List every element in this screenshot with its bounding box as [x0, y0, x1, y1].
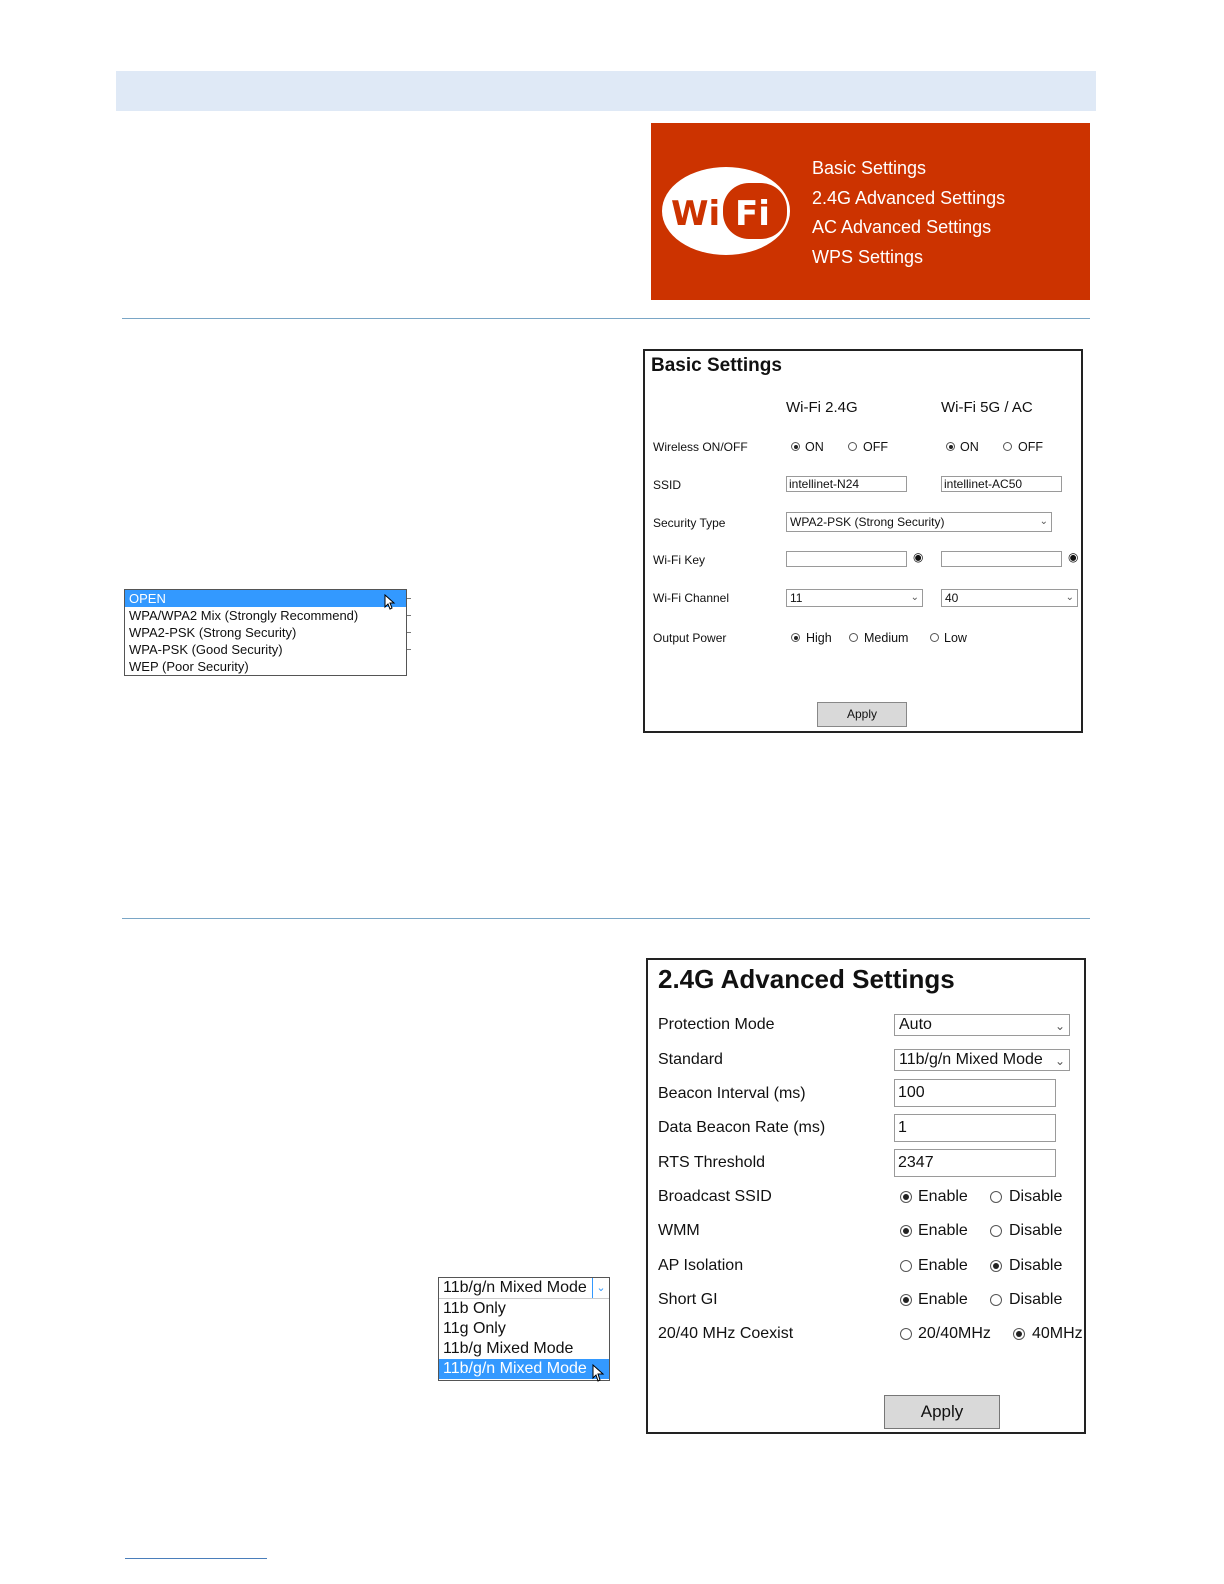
channel-5g-value: 40	[945, 591, 959, 605]
standard-dropdown-current: 11b/g/n Mixed Mode	[443, 1279, 587, 1296]
broadcast-enable-radio[interactable]	[900, 1191, 912, 1203]
short-gi-label: Short GI	[658, 1291, 718, 1308]
security-option-wep[interactable]: WEP (Poor Security)	[129, 659, 249, 674]
menu-item-ac-advanced[interactable]: AC Advanced Settings	[812, 217, 992, 237]
chevron-down-icon: ⌄	[910, 592, 919, 603]
chevron-down-icon: ⌄	[1039, 516, 1048, 527]
chevron-down-icon: ⌄	[1054, 1054, 1065, 1068]
ssid-label: SSID	[653, 478, 682, 492]
security-option-wpa2-psk[interactable]: WPA2-PSK (Strong Security)	[129, 625, 297, 640]
coexist-2040-radio[interactable]	[900, 1328, 912, 1340]
standard-dropdown-head[interactable]	[439, 1278, 609, 1299]
protection-mode-label: Protection Mode	[658, 1016, 775, 1033]
wireless-24-off-label: OFF	[863, 440, 888, 454]
chevron-down-icon: ⌄	[1054, 1019, 1065, 1033]
mouse-cursor-icon	[384, 594, 396, 615]
wmm-disable-label: Disable	[1009, 1222, 1063, 1239]
short-gi-disable-label: Disable	[1009, 1291, 1063, 1308]
standard-option-11bg[interactable]: 11b/g Mixed Mode	[443, 1340, 574, 1357]
security-option-wpa-psk[interactable]: WPA-PSK (Good Security)	[129, 642, 283, 657]
ssid-5g-input[interactable]: intellinet-AC50	[941, 476, 1062, 492]
mouse-cursor-icon	[592, 1364, 605, 1387]
svg-text:Fi: Fi	[735, 194, 770, 234]
beacon-interval-label: Beacon Interval (ms)	[658, 1085, 806, 1102]
security-type-dropdown[interactable]	[124, 589, 407, 676]
power-high-label: High	[806, 631, 832, 645]
coexist-40-radio[interactable]	[1013, 1328, 1025, 1340]
power-low-label: Low	[944, 631, 967, 645]
ap-isolation-label: AP Isolation	[658, 1257, 744, 1274]
coexist-2040-label: 20/40MHz	[918, 1325, 991, 1342]
standard-dropdown[interactable]	[438, 1277, 610, 1381]
isolation-enable-label: Enable	[918, 1257, 968, 1274]
rts-threshold-label: RTS Threshold	[658, 1154, 766, 1171]
wireless-5g-on-radio[interactable]	[946, 442, 955, 451]
column-header-24g: Wi-Fi 2.4G	[786, 399, 858, 416]
standard-option-11bgn[interactable]: 11b/g/n Mixed Mode	[439, 1359, 609, 1379]
wmm-enable-radio[interactable]	[900, 1225, 912, 1237]
short-gi-enable-label: Enable	[918, 1291, 968, 1308]
standard-option-11b[interactable]: 11b Only	[443, 1300, 506, 1317]
chevron-down-icon[interactable]: ⌄	[592, 1278, 609, 1298]
wifi-channel-label: Wi-Fi Channel	[653, 591, 730, 605]
security-option-open[interactable]: OPEN	[125, 590, 406, 607]
wifi-key-24-input[interactable]	[786, 551, 907, 567]
standard-option-11g[interactable]: 11g Only	[443, 1320, 506, 1337]
channel-24-select[interactable]	[786, 589, 923, 607]
wifi-key-label: Wi-Fi Key	[653, 553, 705, 567]
broadcast-enable-label: Enable	[918, 1188, 968, 1205]
wifi-key-5g-input[interactable]	[941, 551, 1062, 567]
data-beacon-rate-input[interactable]: 1	[894, 1114, 1056, 1142]
standard-value: 11b/g/n Mixed Mode	[899, 1051, 1043, 1068]
menu-item-basic-settings[interactable]: Basic Settings	[812, 158, 927, 178]
wmm-enable-label: Enable	[918, 1222, 968, 1239]
footnote-line	[125, 1558, 267, 1559]
channel-24-value: 11	[790, 591, 803, 605]
power-medium-label: Medium	[864, 631, 909, 645]
wmm-label: WMM	[658, 1222, 700, 1239]
wireless-24-on-radio[interactable]	[791, 442, 800, 451]
divider-2	[122, 918, 1090, 919]
wifi-menu	[812, 154, 1005, 272]
basic-settings-panel	[643, 349, 1083, 733]
broadcast-disable-label: Disable	[1009, 1188, 1063, 1205]
wmm-disable-radio[interactable]	[990, 1225, 1002, 1237]
protection-mode-select[interactable]	[894, 1014, 1070, 1036]
svg-text:Wi: Wi	[671, 194, 721, 234]
divider-1	[122, 318, 1090, 319]
security-type-label: Security Type	[653, 516, 726, 530]
dropdown-edge-ticks	[407, 598, 411, 666]
output-power-label: Output Power	[653, 631, 727, 645]
chevron-down-icon: ⌄	[1065, 592, 1074, 603]
rts-threshold-input[interactable]: 2347	[894, 1149, 1056, 1177]
security-type-value: WPA2-PSK (Strong Security)	[790, 515, 945, 529]
advanced-apply-button[interactable]: Apply	[884, 1395, 1000, 1429]
basic-apply-button[interactable]: Apply	[817, 702, 907, 727]
wireless-24-off-radio[interactable]	[848, 442, 857, 451]
channel-5g-select[interactable]	[941, 589, 1078, 607]
protection-mode-value: Auto	[899, 1016, 932, 1033]
isolation-disable-label: Disable	[1009, 1257, 1063, 1274]
power-high-radio[interactable]	[791, 633, 800, 642]
data-beacon-rate-label: Data Beacon Rate (ms)	[658, 1119, 826, 1136]
power-low-radio[interactable]	[930, 633, 939, 642]
broadcast-ssid-label: Broadcast SSID	[658, 1188, 772, 1205]
standard-select[interactable]	[894, 1049, 1070, 1071]
beacon-interval-input[interactable]: 100	[894, 1079, 1056, 1107]
column-header-5g: Wi-Fi 5G / AC	[941, 399, 1033, 416]
menu-item-wps-settings[interactable]: WPS Settings	[812, 246, 924, 267]
wireless-24-on-label: ON	[805, 440, 824, 454]
security-option-wpa-wpa2-mix[interactable]: WPA/WPA2 Mix (Strongly Recommend)	[129, 608, 359, 623]
header-band	[116, 71, 1096, 111]
short-gi-enable-radio[interactable]	[900, 1294, 912, 1306]
menu-item-24g-advanced[interactable]: 2.4G Advanced Settings	[812, 187, 1006, 208]
standard-label: Standard	[658, 1051, 723, 1068]
wireless-label: Wireless ON/OFF	[653, 440, 748, 454]
broadcast-disable-radio[interactable]	[990, 1191, 1002, 1203]
show-password-eye-icon[interactable]: ◉	[1068, 550, 1079, 564]
wireless-5g-off-radio[interactable]	[1003, 442, 1012, 451]
wifi-logo	[659, 163, 793, 264]
security-type-select[interactable]	[786, 512, 1052, 532]
advanced-settings-panel	[646, 958, 1086, 1434]
isolation-enable-radio[interactable]	[900, 1260, 912, 1272]
isolation-disable-radio[interactable]	[990, 1260, 1002, 1272]
ssid-24-input[interactable]: intellinet-N24	[786, 476, 907, 492]
short-gi-disable-radio[interactable]	[990, 1294, 1002, 1306]
wifi-logo-icon	[659, 163, 793, 259]
advanced-settings-title: 2.4G Advanced Settings	[658, 964, 955, 994]
basic-settings-title: Basic Settings	[651, 355, 782, 376]
wireless-5g-on-label: ON	[960, 440, 979, 454]
wifi-menu-banner	[651, 123, 1090, 300]
wireless-5g-off-label: OFF	[1018, 440, 1043, 454]
show-password-eye-icon[interactable]: ◉	[913, 550, 924, 564]
coexist-label: 20/40 MHz Coexist	[658, 1325, 794, 1342]
coexist-40-label: 40MHz	[1032, 1325, 1083, 1342]
power-medium-radio[interactable]	[849, 633, 858, 642]
